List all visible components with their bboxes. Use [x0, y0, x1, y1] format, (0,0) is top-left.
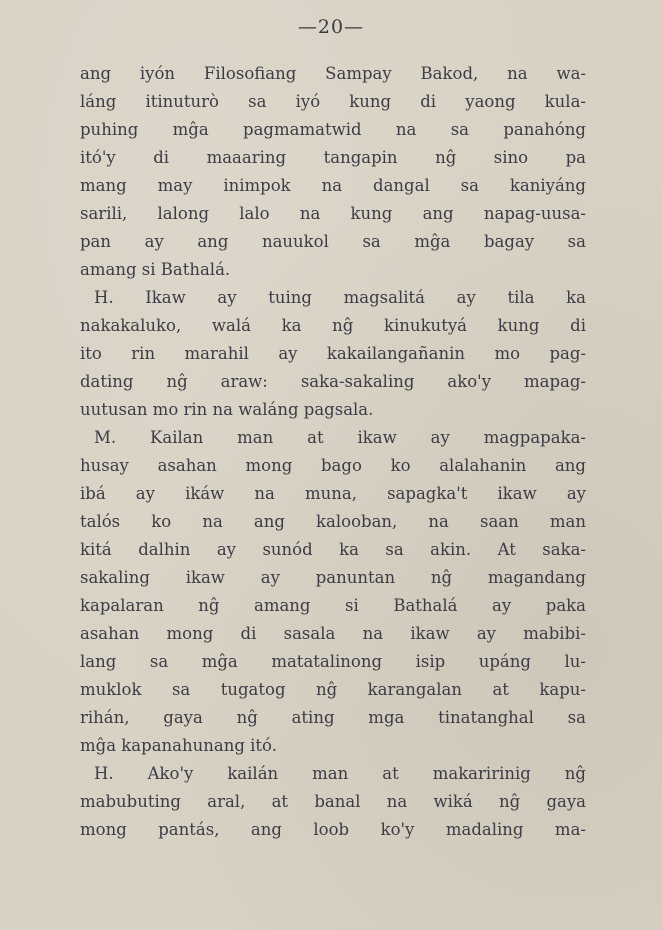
text-line: puhing mĝa pagmamatwid na sa panahóng [80, 120, 586, 139]
text-line: ito rin marahil ay kakailangañanin mo pag- [80, 344, 586, 363]
text-line: rihán, gaya nĝ ating mga tinatanghal sa [80, 708, 586, 727]
text-line: mĝa kapanahunang itó. [80, 736, 277, 755]
text-line: pan ay ang nauukol sa mĝa bagay sa [80, 232, 586, 251]
text-line: lang sa mĝa matatalinong isip upáng lu- [80, 652, 586, 671]
body-text [80, 60, 586, 844]
text-line: asahan mong di sasala na ikaw ay mabibi- [80, 624, 586, 643]
text-line: kapalaran nĝ amang si Bathalá ay paka [80, 596, 586, 615]
text-line: M. Kailan man at ikaw ay magpapaka- [94, 428, 586, 447]
text-line: mong pantás, ang loob ko'y madaling ma- [80, 820, 586, 839]
text-line: sakaling ikaw ay panuntan nĝ magandang [80, 568, 586, 587]
page-number: —20— [297, 16, 365, 38]
text-line: kitá dalhin ay sunód ka sa akin. At saka- [80, 540, 586, 559]
text-line: ang iyón Filosofiang Sampay Bakod, na wa- [80, 64, 586, 83]
text-line: talós ko na ang kalooban, na saan man [80, 512, 586, 531]
text-line: nakakaluko, walá ka nĝ kinukutyá kung di [80, 316, 586, 335]
text-line: dating nĝ araw: saka-sakaling ako'y mapag- [80, 372, 586, 391]
text-line: muklok sa tugatog nĝ karangalan at kapu- [80, 680, 586, 699]
text-line: ibá ay ikáw na muna, sapagka't ikaw ay [80, 484, 586, 503]
text-line: láng itinuturò sa iyó kung di yaong kula- [80, 92, 586, 111]
text-line: sarili, lalong lalo na kung ang napag-uusa- [80, 204, 586, 223]
text-line: husay asahan mong bago ko alalahanin ang [80, 456, 586, 475]
text-line: amang si Bathalá. [80, 260, 231, 279]
text-line: mang may inimpok na dangal sa kaniyáng [80, 176, 586, 195]
text-line: H. Ikaw ay tuing magsalitá ay tila ka [94, 288, 586, 307]
text-line: mabubuting aral, at banal na wiká nĝ gaya [80, 792, 586, 811]
text-line: itó'y di maaaring tangapin nĝ sino pa [80, 148, 586, 167]
text-line: uutusan mo rin na waláng pagsala. [80, 400, 374, 419]
text-line: H. Ako'y kailán man at makaririnig nĝ [94, 764, 586, 783]
